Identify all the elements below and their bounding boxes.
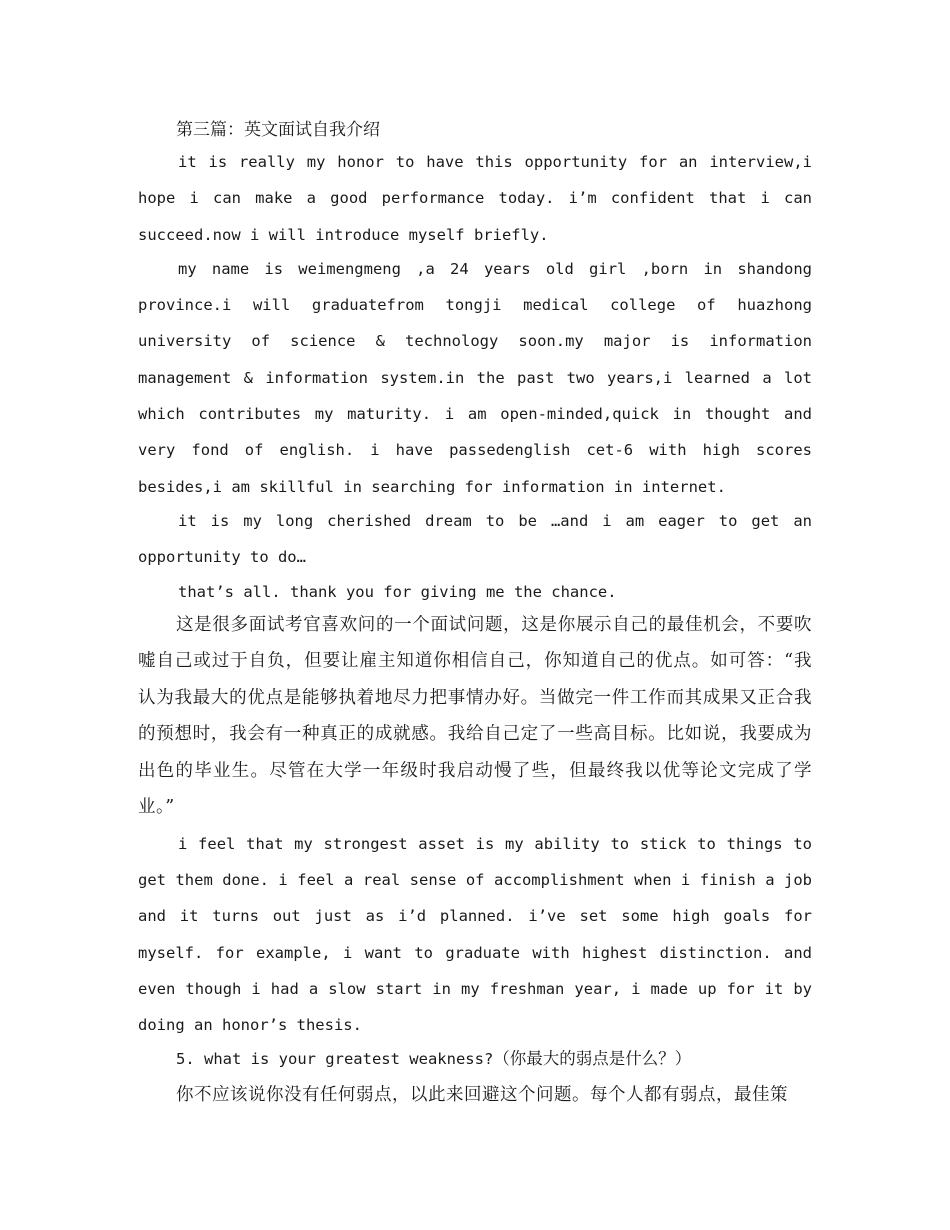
question-weakness-cn: （你最大的弱点是什么？） [493,1048,692,1068]
paragraph-strength-advice-cn: 这是很多面试考官喜欢问的一个面试问题，这是你展示自己的最佳机会，不要吹嘘自己或过于自负，但要让雇主知道你相信自己，你知道自己的优点。如可答：“我认为我最大的优点是能够执着地尽力把事情办好。当做完一件工作而其成果又正合我的预想时，我会有一种真正的成就感。我给自己定了一些高目标。比如说，我要成为出色的毕业生。尽管在大学一年级时我启动慢了些，但最终我以优等论文完成了学业。” [138,614,812,818]
paragraph-weakness-advice-cn: 你不应该说你没有任何弱点，以此来回避这个问题。每个人都有弱点，最佳策 [176,1084,788,1105]
paragraph-closing: that’s all. thank you for giving me the chance. [178,582,617,601]
document-body [138,116,812,1113]
question-weakness [138,1041,812,1077]
section-title: 第三篇：英文面试自我介绍 [176,120,380,140]
paragraph-self-description: my name is weimengmeng ,a 24 years old girl ,born in shandong province.i will graduatefrom tongji medical college of huazhong university of science & technology soon.my major is information management & information system.in the past two years,i learned a lot which contributes my maturity. i am open-minded,quick in thought and very fond of english. i have passedenglish cet-6 with high scores besides,i am skillful in searching for information in internet. [138,259,812,496]
question-weakness-en: 5. what is your greatest weakness? [176,1049,494,1068]
paragraph-dream: it is my long cherished dream to be …and i am eager to get an opportunity to do… [138,511,812,567]
paragraph-intro: it is really my honor to have this opportunity for an interview,i hope i can make a good performance today. i’m confident that i can succeed.now i will introduce myself briefly. [138,153,812,244]
paragraph-strength-answer-en: i feel that my strongest asset is my ability to stick to things to get them done. i feel a real sense of accomplishment when i finish a job and it turns out just as i’d planned. i’ve set some high goals for myself. for example, i want to graduate with highest distinction. and even though i had a slow start in my freshman year, i made up for it by doing an honor’s thesis. [138,834,812,1035]
